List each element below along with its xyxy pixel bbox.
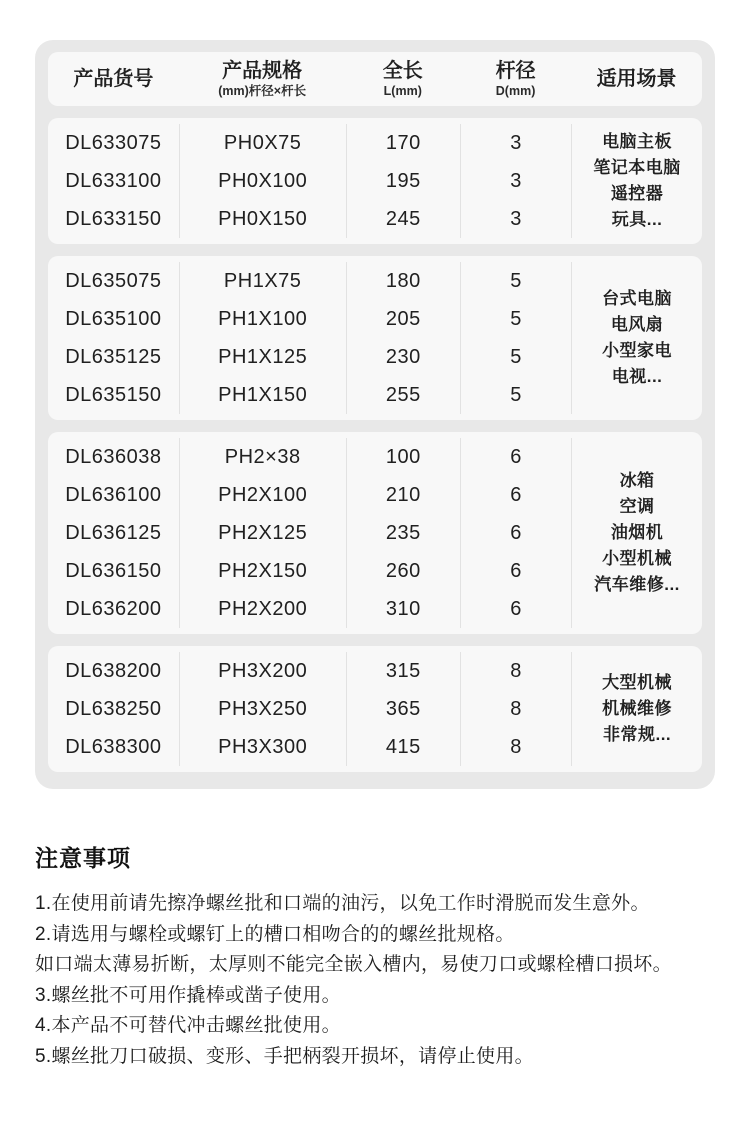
cell-total-length: 210 bbox=[385, 483, 421, 506]
cell-shaft-diameter: 6 bbox=[510, 483, 522, 506]
cell-shaft-diameter: 5 bbox=[510, 269, 522, 292]
note-line: 1.在使用前请先擦净螺丝批和口端的油污，以免工作时滑脱而发生意外。 bbox=[35, 893, 650, 914]
header-label: 产品规格 bbox=[222, 59, 303, 82]
cell-total-length: 230 bbox=[385, 345, 421, 368]
cell-total-length: 365 bbox=[385, 697, 421, 720]
cell-product-code: DL638300 bbox=[65, 735, 162, 758]
column-total-length bbox=[346, 124, 460, 238]
cell-product-code: DL636038 bbox=[65, 445, 162, 468]
cell-shaft-diameter: 3 bbox=[510, 131, 522, 154]
column-shaft-diameter bbox=[460, 124, 571, 238]
header-shaft-diameter bbox=[460, 52, 571, 106]
column-product-code bbox=[48, 262, 179, 414]
product-spec-card bbox=[35, 40, 715, 789]
header-label: 全长 bbox=[382, 59, 423, 82]
cell-total-length: 180 bbox=[385, 269, 421, 292]
cell-product-code: DL633075 bbox=[65, 131, 162, 154]
cell-product-code: DL636100 bbox=[65, 483, 162, 506]
column-shaft-diameter bbox=[460, 262, 571, 414]
header-sublabel: L(mm) bbox=[383, 83, 422, 98]
spec-table-header bbox=[48, 52, 702, 106]
use-case-line: 大型机械 bbox=[602, 673, 673, 692]
cell-shaft-diameter: 6 bbox=[510, 597, 522, 620]
note-line: 2.请选用与螺栓或螺钉上的槽口相吻合的的螺丝批规格。 bbox=[35, 923, 515, 945]
cell-product-code: DL635150 bbox=[65, 383, 162, 406]
use-case-line: 汽车维修... bbox=[594, 575, 680, 594]
cell-shaft-diameter: 6 bbox=[510, 559, 522, 582]
cell-product-spec: PH3X200 bbox=[218, 659, 308, 682]
use-case-line: 非常规... bbox=[602, 725, 672, 744]
cell-total-length: 205 bbox=[385, 307, 421, 330]
column-total-length bbox=[346, 652, 460, 766]
use-case-line: 冰箱 bbox=[619, 471, 655, 490]
cell-shaft-diameter: 5 bbox=[510, 383, 522, 406]
header-label: 杆径 bbox=[495, 59, 536, 82]
notes-title: 注意事项 bbox=[35, 845, 131, 871]
note-line: 5.螺丝批刀口破损、变形、手把柄裂开损坏，请停止使用。 bbox=[35, 1045, 534, 1067]
cell-product-code: DL636125 bbox=[65, 521, 162, 544]
header-use-case bbox=[571, 52, 702, 106]
cell-product-spec: PH1X150 bbox=[218, 383, 308, 406]
cell-product-code: DL638200 bbox=[65, 659, 162, 682]
use-case-line: 电脑主板 bbox=[602, 132, 673, 151]
cell-total-length: 195 bbox=[385, 169, 421, 192]
cell-product-code: DL635100 bbox=[65, 307, 162, 330]
column-product-code bbox=[48, 438, 179, 628]
column-product-code bbox=[48, 652, 179, 766]
use-case-line: 遥控器 bbox=[610, 184, 664, 203]
cell-total-length: 415 bbox=[385, 735, 421, 758]
cell-product-spec: PH3X250 bbox=[218, 697, 308, 720]
cell-product-spec: PH2X150 bbox=[218, 559, 308, 582]
column-use-case bbox=[571, 652, 702, 766]
cell-total-length: 100 bbox=[385, 445, 421, 468]
cell-shaft-diameter: 8 bbox=[510, 735, 522, 758]
cell-shaft-diameter: 3 bbox=[510, 169, 522, 192]
note-line: 如口端太薄易折断，太厚则不能完全嵌入槽内，易使刀口或螺栓槽口损坏。 bbox=[35, 954, 672, 975]
header-label: 产品货号 bbox=[73, 68, 154, 90]
cell-shaft-diameter: 8 bbox=[510, 659, 522, 682]
use-case-line: 电视... bbox=[611, 367, 663, 386]
column-product-spec bbox=[179, 652, 346, 766]
use-case-line: 电风扇 bbox=[610, 315, 664, 334]
use-case-line: 笔记本电脑 bbox=[593, 158, 681, 177]
note-line: 3.螺丝批不可用作撬棒或凿子使用。 bbox=[35, 984, 341, 1006]
column-use-case bbox=[571, 262, 702, 414]
cell-product-spec: PH1X75 bbox=[223, 269, 302, 292]
notes-section bbox=[35, 840, 721, 1072]
column-shaft-diameter bbox=[460, 438, 571, 628]
cell-product-spec: PH2X200 bbox=[218, 597, 308, 620]
cell-product-spec: PH3X300 bbox=[218, 735, 308, 758]
header-product-spec bbox=[179, 52, 346, 106]
cell-product-code: DL636150 bbox=[65, 559, 162, 582]
use-case-line: 玩具... bbox=[611, 210, 663, 229]
cell-total-length: 245 bbox=[385, 207, 421, 230]
cell-total-length: 310 bbox=[385, 597, 421, 620]
note-line: 4.本产品不可替代冲击螺丝批使用。 bbox=[35, 1015, 341, 1036]
header-total-length bbox=[346, 52, 460, 106]
use-case-line: 机械维修 bbox=[602, 699, 673, 718]
cell-shaft-diameter: 3 bbox=[510, 207, 522, 230]
cell-product-spec: PH1X125 bbox=[218, 345, 308, 368]
cell-product-spec: PH0X75 bbox=[223, 131, 302, 154]
spec-group-ph2 bbox=[48, 432, 702, 634]
use-case-line: 台式电脑 bbox=[602, 289, 673, 308]
cell-shaft-diameter: 6 bbox=[510, 521, 522, 544]
header-sublabel: D(mm) bbox=[495, 83, 536, 98]
column-product-spec bbox=[179, 124, 346, 238]
use-case-line: 小型机械 bbox=[602, 549, 673, 568]
column-shaft-diameter bbox=[460, 652, 571, 766]
cell-product-code: DL636200 bbox=[65, 597, 162, 620]
cell-product-code: DL633100 bbox=[65, 169, 162, 192]
cell-product-spec: PH0X150 bbox=[218, 207, 308, 230]
cell-shaft-diameter: 6 bbox=[510, 445, 522, 468]
spec-group-ph3 bbox=[48, 646, 702, 772]
use-case-line: 油烟机 bbox=[610, 523, 664, 542]
cell-product-spec: PH0X100 bbox=[218, 169, 308, 192]
spec-group-ph0 bbox=[48, 118, 702, 244]
cell-product-spec: PH2X100 bbox=[218, 483, 308, 506]
cell-total-length: 260 bbox=[385, 559, 421, 582]
header-sublabel: (mm)杆径×杆长 bbox=[218, 83, 307, 98]
cell-product-spec: PH1X100 bbox=[218, 307, 308, 330]
header-label: 适用场景 bbox=[596, 68, 677, 90]
column-use-case bbox=[571, 124, 702, 238]
use-case-line: 空调 bbox=[619, 497, 655, 516]
cell-total-length: 315 bbox=[385, 659, 421, 682]
spec-group-ph1 bbox=[48, 256, 702, 420]
column-total-length bbox=[346, 262, 460, 414]
column-product-spec bbox=[179, 262, 346, 414]
cell-total-length: 170 bbox=[385, 131, 421, 154]
cell-shaft-diameter: 5 bbox=[510, 345, 522, 368]
column-total-length bbox=[346, 438, 460, 628]
cell-product-code: DL635075 bbox=[65, 269, 162, 292]
cell-product-code: DL635125 bbox=[65, 345, 162, 368]
cell-shaft-diameter: 5 bbox=[510, 307, 522, 330]
cell-total-length: 255 bbox=[385, 383, 421, 406]
column-product-spec bbox=[179, 438, 346, 628]
cell-product-spec: PH2×38 bbox=[224, 445, 301, 468]
use-case-line: 小型家电 bbox=[602, 341, 673, 360]
cell-product-spec: PH2X125 bbox=[218, 521, 308, 544]
cell-shaft-diameter: 8 bbox=[510, 697, 522, 720]
cell-product-code: DL638250 bbox=[65, 697, 162, 720]
column-product-code bbox=[48, 124, 179, 238]
column-use-case bbox=[571, 438, 702, 628]
cell-product-code: DL633150 bbox=[65, 207, 162, 230]
header-product-code bbox=[48, 52, 179, 106]
cell-total-length: 235 bbox=[385, 521, 421, 544]
